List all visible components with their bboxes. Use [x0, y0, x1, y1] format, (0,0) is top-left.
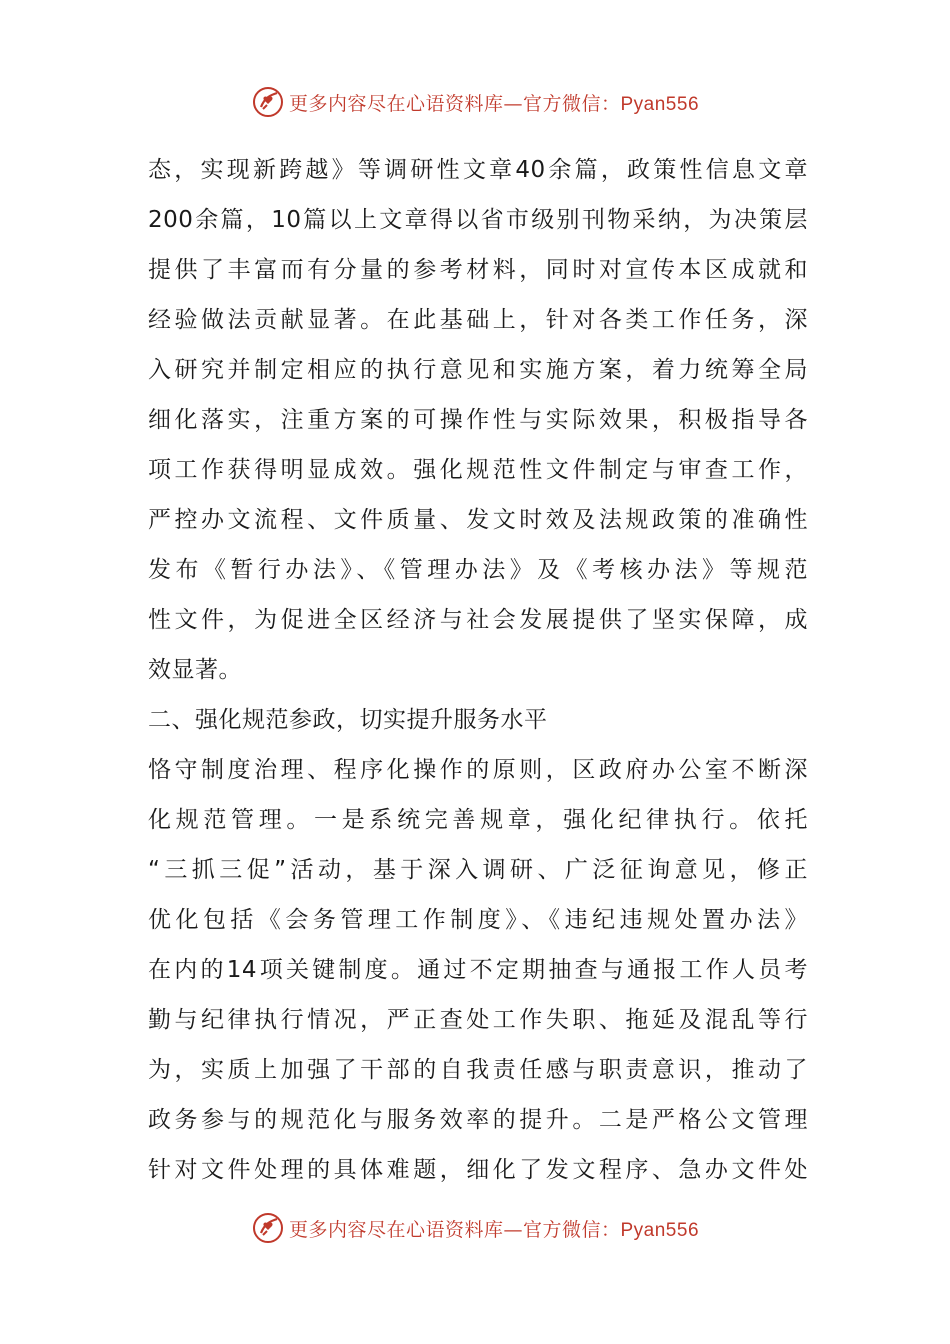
text-line: 效显著。	[148, 657, 242, 683]
text-line: 在内的14项关键制度。通过不定期抽查与通报工作人员考	[148, 957, 808, 983]
pen-heart-icon	[251, 85, 285, 119]
text-line: 项工作获得明显成效。强化规范性文件制定与审查工作，	[148, 457, 808, 483]
text-line: 恪守制度治理、程序化操作的原则，区政府办公室不断深	[148, 757, 808, 783]
text-line: 发布《暂行办法》、《管理办法》及《考核办法》等规范	[148, 557, 808, 583]
text-line: 细化落实，注重方案的可操作性与实际效果，积极指导各	[148, 407, 808, 433]
text-line: 性文件，为促进全区经济与社会发展提供了坚实保障，成	[148, 607, 808, 633]
wechat-id: Pyan556	[620, 1219, 700, 1241]
banner-text: 更多内容尽在心语资料库—官方微信：Pyan556	[288, 1218, 700, 1241]
text-line: 针对文件处理的具体难题，细化了发文程序、急办文件处	[148, 1157, 808, 1183]
text-line: 入研究并制定相应的执行意见和实施方案，着力统筹全局	[148, 357, 808, 383]
text-line: 提供了丰富而有分量的参考材料，同时对宣传本区成就和	[148, 257, 808, 283]
pen-heart-icon	[251, 1211, 285, 1245]
wechat-id: Pyan556	[620, 93, 700, 115]
footer-banner	[0, 1208, 950, 1248]
text-line: “三抓三促”活动，基于深入调研、广泛征询意见，修正	[148, 857, 808, 883]
text-line: 优化包括《会务管理工作制度》、《违纪违规处置办法》	[148, 907, 808, 933]
text-line: 为，实质上加强了干部的自我责任感与职责意识，推动了	[148, 1057, 808, 1083]
section-heading: 二、强化规范参政，切实提升服务水平	[148, 707, 548, 733]
text-line: 严控办文流程、文件质量、发文时效及法规政策的准确性	[148, 507, 808, 533]
text-line: 态，实现新跨越》等调研性文章40余篇，政策性信息文章	[148, 157, 808, 183]
banner-text: 更多内容尽在心语资料库—官方微信：Pyan556	[288, 92, 700, 115]
header-banner	[0, 82, 950, 122]
text-line: 政务参与的规范化与服务效率的提升。二是严格公文管理	[148, 1107, 808, 1133]
document-body	[148, 145, 808, 1195]
text-line: 200余篇，10篇以上文章得以省市级别刊物采纳，为决策层	[148, 207, 808, 233]
text-line: 勤与纪律执行情况，严正查处工作失职、拖延及混乱等行	[148, 1007, 808, 1033]
text-line: 化规范管理。一是系统完善规章，强化纪律执行。依托	[148, 807, 808, 833]
text-line: 经验做法贡献显著。在此基础上，针对各类工作任务，深	[148, 307, 808, 333]
